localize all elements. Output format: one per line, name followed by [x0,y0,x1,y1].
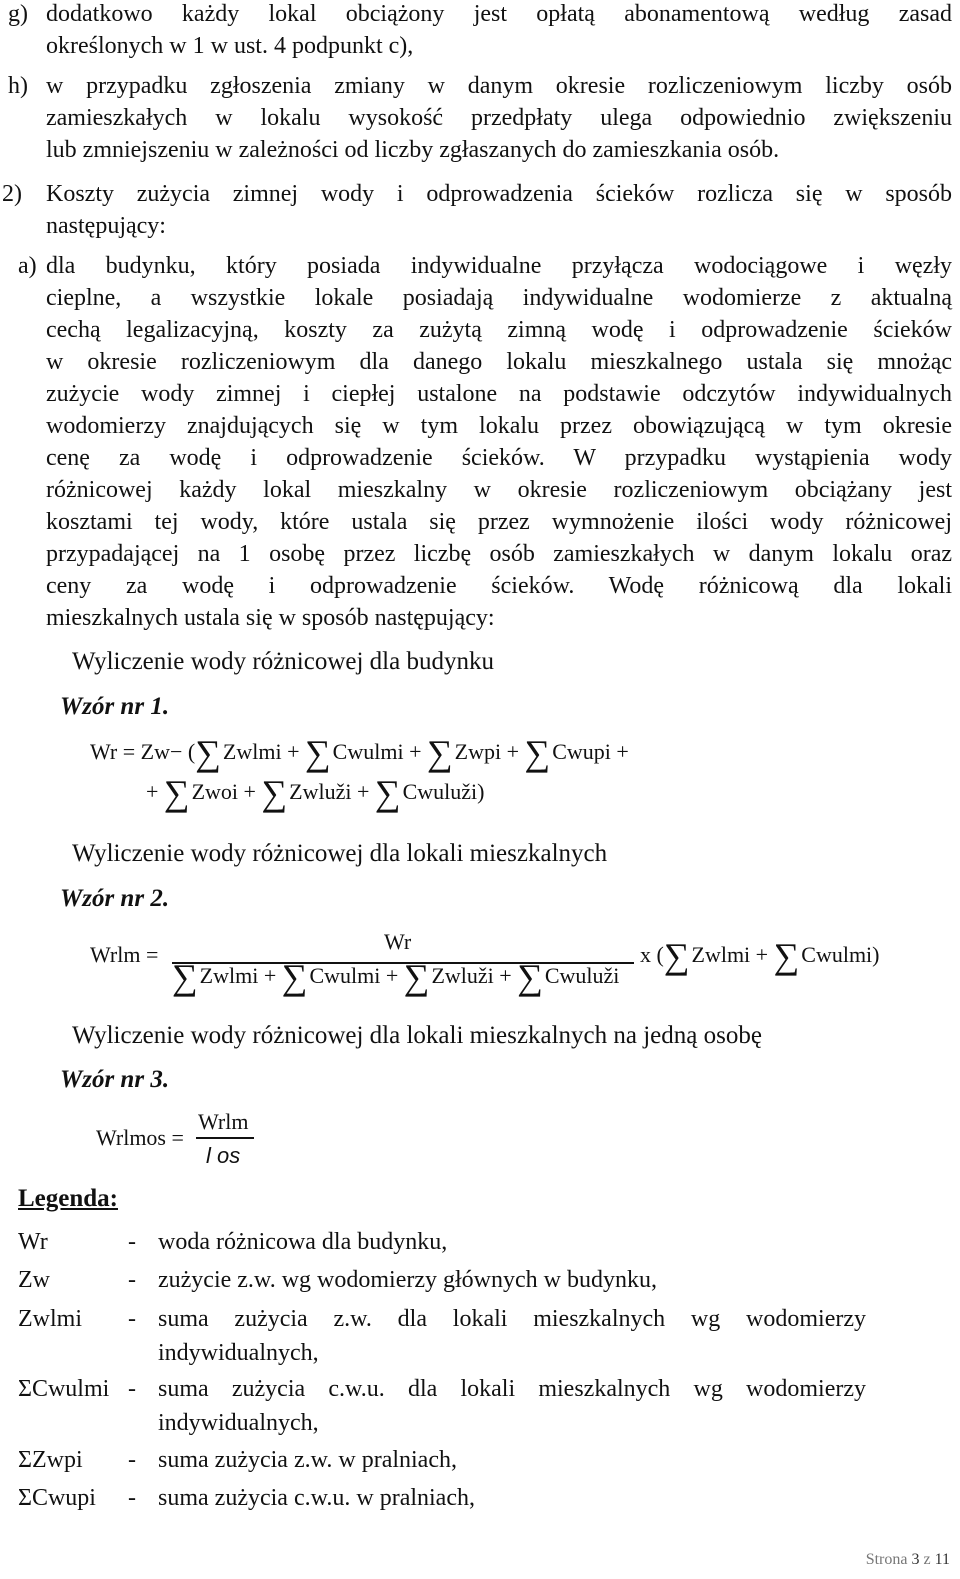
paragraph-line: wodomierzy znajdujących się w tym lokalu przez obowiązującą w tym okresie [46,413,952,439]
formula3-label: Wzór nr 3. [60,1066,170,1093]
formula1-heading: Wyliczenie wody różnicowej dla budynku [72,648,494,675]
paragraph-line: w okresie rozliczeniowym dla danego lokalu mieszkalnego ustala się mnożąc [46,349,952,375]
sigma-icon: ∑ [195,733,221,773]
sigma-icon: ∑ [163,773,190,813]
legend-term: ΣCwulmi [18,1376,110,1402]
paragraph-line: cechą legalizacyjną, koszty za zużytą zimną wodę i odprowadzenie ścieków [46,317,952,343]
close-paren: ) [477,779,485,804]
formula-term: Zwoi [191,779,239,804]
minus-sign: − [169,739,183,764]
sigma-icon: ∑ [374,773,401,813]
plus-sign: + [243,779,256,804]
sigma-icon: ∑ [426,733,453,773]
multiply-sign: x [640,942,651,967]
paragraph-line: różnicowej każdy lokal mieszkalny w okresie rozliczeniowym obciążany jest [46,477,952,503]
sigma-icon: ∑ [281,957,308,997]
list-marker-a: a) [18,253,37,279]
formula3-denominator: l os [206,1143,241,1168]
legend-dash: - [128,1485,136,1511]
paragraph-line: kosztami tej wody, które ustala się przez wymnożenie ilości wody różnicowej [46,509,952,535]
paragraph-line: dla budynku, który posiada indywidualne przyłącza wodociągowe i węzły [46,253,952,279]
formula1-label: Wzór nr 1. [60,693,170,720]
formula2-heading: Wyliczenie wody różnicowej dla lokali mieszkalnych [72,840,608,867]
plus-sign: + [356,779,370,804]
paragraph-line: następujący: [46,213,166,239]
formula3-heading: Wyliczenie wody różnicowej dla lokali mieszkalnych na jedną osobę [72,1022,762,1049]
paragraph-line: cenę za wodę i odprowadzenie ścieków. W przypadku wystąpienia wody [46,445,952,471]
section-2 [2,178,952,242]
legend-dash: - [128,1267,136,1293]
legend-definition-line: indywidualnych, [158,1340,319,1366]
legend-definition-line: suma zużycia z.w. w pralniach, [158,1447,457,1473]
list-item-a [18,250,952,634]
plus-sign: + [755,942,769,967]
section-marker: 2) [2,181,22,207]
plus-sign: + [385,963,399,988]
formula-term: Cwulmi [332,739,404,764]
formula-term: Cwuluži [544,963,620,988]
legend-title: Legenda: [18,1185,118,1212]
sigma-icon: ∑ [172,957,198,997]
list-marker-g: g) [8,1,28,27]
equals-sign: = [122,739,136,764]
formula-term: Wrlm [90,942,141,967]
legend-term: Wr [18,1229,48,1255]
formula2-lhs [90,941,158,969]
list-marker-h: h) [8,73,28,99]
page-total: 11 [934,1551,950,1568]
formula1-line2 [146,773,485,813]
formula-term: Wrlmos [96,1125,166,1150]
formula-term: Cwulmi [309,963,381,988]
page-number: 3 [911,1551,920,1568]
fraction-bar [196,1137,254,1139]
plus-sign: + [506,739,520,764]
legend-definition [158,1263,866,1297]
paragraph-line: w przypadku zgłoszenia zmiany w danym okresie rozliczeniowym liczby osób [46,73,952,99]
close-paren: ) [872,942,880,967]
legend-definition [158,1372,866,1440]
legend-dash: - [128,1376,136,1402]
legend-definition [158,1481,866,1515]
formula-term: Zwlmi [222,739,282,764]
footer-label: Strona [865,1551,908,1568]
formula-term: Cwulmi [801,942,873,967]
open-paren: ( [187,739,196,764]
formula2-label: Wzór nr 2. [60,885,170,912]
paragraph-line: dodatkowo każdy lokal obciążony jest opłatą abonamentową według zasad [46,1,952,27]
legend-definition [158,1302,866,1370]
legend-term: ΣCwupi [18,1485,96,1511]
legend-definition-line: indywidualnych, [158,1410,319,1436]
sigma-icon: ∑ [403,957,430,997]
plus-sign: + [146,779,159,804]
sigma-icon: ∑ [517,957,543,997]
formula-term: Zwluži [289,779,352,804]
paragraph-line: lub zmniejszeniu w zależności od liczby zgłaszanych do zamieszkania osób. [46,137,780,163]
sigma-icon: ∑ [304,733,331,773]
legend-definition-line: woda różnicowa dla budynku, [158,1229,448,1255]
legend-definition-line: suma zużycia z.w. dla lokali mieszkalnych wg wodomierzy [158,1306,866,1332]
open-paren: ( [656,942,664,967]
formula-term: Zwlmi [691,942,751,967]
sigma-icon: ∑ [663,936,690,976]
formula-term: Wr [90,739,118,764]
legend-dash: - [128,1447,136,1473]
sigma-icon: ∑ [773,936,800,976]
legend-dash: - [128,1306,136,1332]
formula3-numerator: Wrlm [198,1109,249,1134]
legend-dash: - [128,1229,136,1255]
paragraph-line: zamieszkałych w lokalu wysokość przedpłaty ulega odpowiednio zwiększeniu [46,105,952,131]
plus-sign: + [409,739,422,764]
legend-term: Zwlmi [18,1306,82,1332]
legend-term: ΣZwpi [18,1447,83,1473]
formula-term: Zwlmi [199,963,259,988]
paragraph-line: określonych w 1 w ust. 4 podpunkt c), [46,33,414,59]
formula-term: Zwpi [454,739,502,764]
list-item-g [8,0,952,62]
formula-term: Cwuluži [402,779,478,804]
formula2-numerator: Wr [384,929,412,954]
paragraph-line: cieplne, a wszystkie lokale posiadają indywidualne wodomierze z aktualną [46,285,952,311]
paragraph-line: zużycie wody zimnej i ciepłej ustalone na podstawie odczytów indywidualnych [46,381,952,407]
paragraph-line: mieszkalnych ustala się w sposób następujący: [46,605,495,631]
sigma-icon: ∑ [524,733,551,773]
paragraph-line: ceny za wodę i odprowadzenie ścieków. Wodę różnicową dla lokali [46,573,952,599]
formula1-line1 [90,733,629,773]
formula3-lhs [96,1124,184,1152]
paragraph-line: przypadającej na 1 osobę przez liczbę osób zamieszkałych w danym lokalu oraz [46,541,952,567]
legend-definition-line: suma zużycia c.w.u. dla lokali mieszkalnych wg wodomierzy [158,1376,866,1402]
plus-sign: + [616,739,629,764]
list-item-h [8,70,952,166]
equals-sign: = [171,1125,184,1150]
paragraph-line: Koszty zużycia zimnej wody i odprowadzenia ścieków rozlicza się w sposób [46,181,952,207]
legend-definition-line: zużycie z.w. wg wodomierzy głównych w budynku, [158,1267,657,1293]
legend-definition-line: suma zużycia c.w.u. w pralniach, [158,1485,475,1511]
footer-label: z [923,1551,931,1568]
formula2-rhs [640,936,880,976]
plus-sign: + [499,963,512,988]
sigma-icon: ∑ [261,773,288,813]
formula2-denominator [172,957,620,997]
legend-definition [158,1443,866,1477]
legend-term: Zw [18,1267,50,1293]
equals-sign: = [145,942,159,967]
plus-sign: + [263,963,277,988]
formula-term: Cwupi [552,739,611,764]
formula-term: Zwluži [431,963,494,988]
legend-definition [158,1225,866,1259]
plus-sign: + [287,739,300,764]
page-footer [866,1551,950,1569]
formula-term: Zw [140,739,170,764]
